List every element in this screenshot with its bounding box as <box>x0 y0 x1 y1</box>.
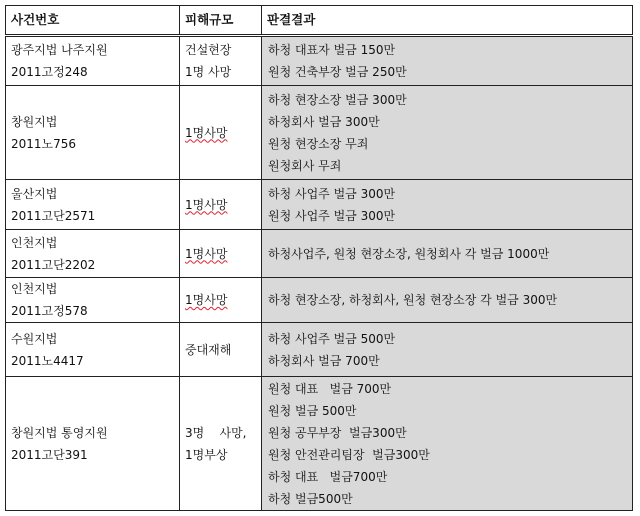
header-damage-scale: 피해규모 <box>180 6 262 36</box>
result-line: 원청 안전관리팀장 벌금300만 <box>268 447 430 462</box>
result-cell <box>262 377 633 511</box>
table-row <box>6 180 633 230</box>
table-row <box>6 323 633 377</box>
result-line: 원청 벌금 500만 <box>268 403 357 418</box>
result-cell <box>262 278 633 323</box>
table-row <box>6 86 633 180</box>
result-line: 하청사업주, 원청 현장소장, 원청회사 각 벌금 1000만 <box>268 246 550 261</box>
case-number-cell <box>6 230 180 278</box>
damage-text: 1명사망 <box>185 293 228 307</box>
result-cell <box>262 86 633 180</box>
damage-cell <box>180 36 262 86</box>
court-name: 인천지법 <box>11 282 58 296</box>
result-line: 하청 현장소장, 하청회사, 원청 현장소장 각 벌금 300만 <box>268 293 558 307</box>
result-line: 하청 대표자 벌금 150만 <box>268 43 396 57</box>
result-line: 하청 사업주 벌금 500만 <box>268 331 396 346</box>
result-line: 원청회사 무죄 <box>268 158 342 173</box>
result-line: 하청 벌금500만 <box>268 491 353 506</box>
case-number-cell <box>6 86 180 180</box>
case-number-cell <box>6 323 180 377</box>
result-line: 하청 현장소장 벌금 300만 <box>268 92 407 107</box>
table-row <box>6 230 633 278</box>
result-line: 원청 공무부장 벌금300만 <box>268 425 407 440</box>
court-rulings-table <box>5 5 633 511</box>
table-row <box>6 377 633 511</box>
case-id: 2011고단2571 <box>11 208 96 223</box>
damage-text: 1명사망 <box>185 246 228 261</box>
case-id: 2011고단391 <box>11 447 88 462</box>
result-line: 하청 사업주 벌금 300만 <box>268 186 396 201</box>
court-name: 광주지법 나주지원 <box>11 43 108 57</box>
court-name: 수원지법 <box>11 331 58 346</box>
result-line: 원청 대표 벌금 700만 <box>268 381 392 396</box>
result-line: 하청회사 벌금 300만 <box>268 114 380 129</box>
result-line: 원청 현장소장 무죄 <box>268 136 369 151</box>
header-case-number: 사건번호 <box>6 6 180 36</box>
case-id: 2011노756 <box>11 136 77 151</box>
damage-text: 3명 사망, <box>185 425 247 440</box>
court-name: 울산지법 <box>11 186 58 201</box>
case-id: 2011고정248 <box>11 65 88 79</box>
damage-cell <box>180 377 262 511</box>
case-number-cell <box>6 180 180 230</box>
case-id: 2011고단2202 <box>11 257 96 272</box>
court-name: 창원지법 <box>11 114 58 129</box>
damage-cell <box>180 86 262 180</box>
court-name: 창원지법 통영지원 <box>11 425 108 440</box>
damage-text: 1명사망 <box>185 125 228 140</box>
case-number-cell <box>6 377 180 511</box>
damage-text: 1명 사망 <box>185 65 232 79</box>
court-name: 인천지법 <box>11 235 58 250</box>
damage-text: 중대재해 <box>185 342 232 357</box>
case-number-cell <box>6 278 180 323</box>
damage-text: 1명사망 <box>185 197 228 212</box>
result-cell <box>262 180 633 230</box>
case-number-cell <box>6 36 180 86</box>
table-row <box>6 278 633 323</box>
header-ruling-result: 판결결과 <box>262 6 633 36</box>
result-line: 하청 대표 벌금700만 <box>268 469 388 484</box>
result-cell <box>262 230 633 278</box>
result-cell <box>262 36 633 86</box>
damage-cell <box>180 323 262 377</box>
damage-text: 건설현장 <box>185 43 232 57</box>
result-line: 원청 건축부장 벌금 250만 <box>268 65 407 79</box>
table-row <box>6 36 633 86</box>
result-line: 원청 사업주 벌금 300만 <box>268 208 396 223</box>
damage-cell <box>180 180 262 230</box>
case-id: 2011노4417 <box>11 353 84 368</box>
damage-cell <box>180 230 262 278</box>
damage-text: 1명부상 <box>185 447 228 462</box>
header-row <box>6 6 633 36</box>
result-cell <box>262 323 633 377</box>
damage-cell <box>180 278 262 323</box>
result-line: 하청회사 벌금 700만 <box>268 353 380 368</box>
case-id: 2011고정578 <box>11 304 88 318</box>
